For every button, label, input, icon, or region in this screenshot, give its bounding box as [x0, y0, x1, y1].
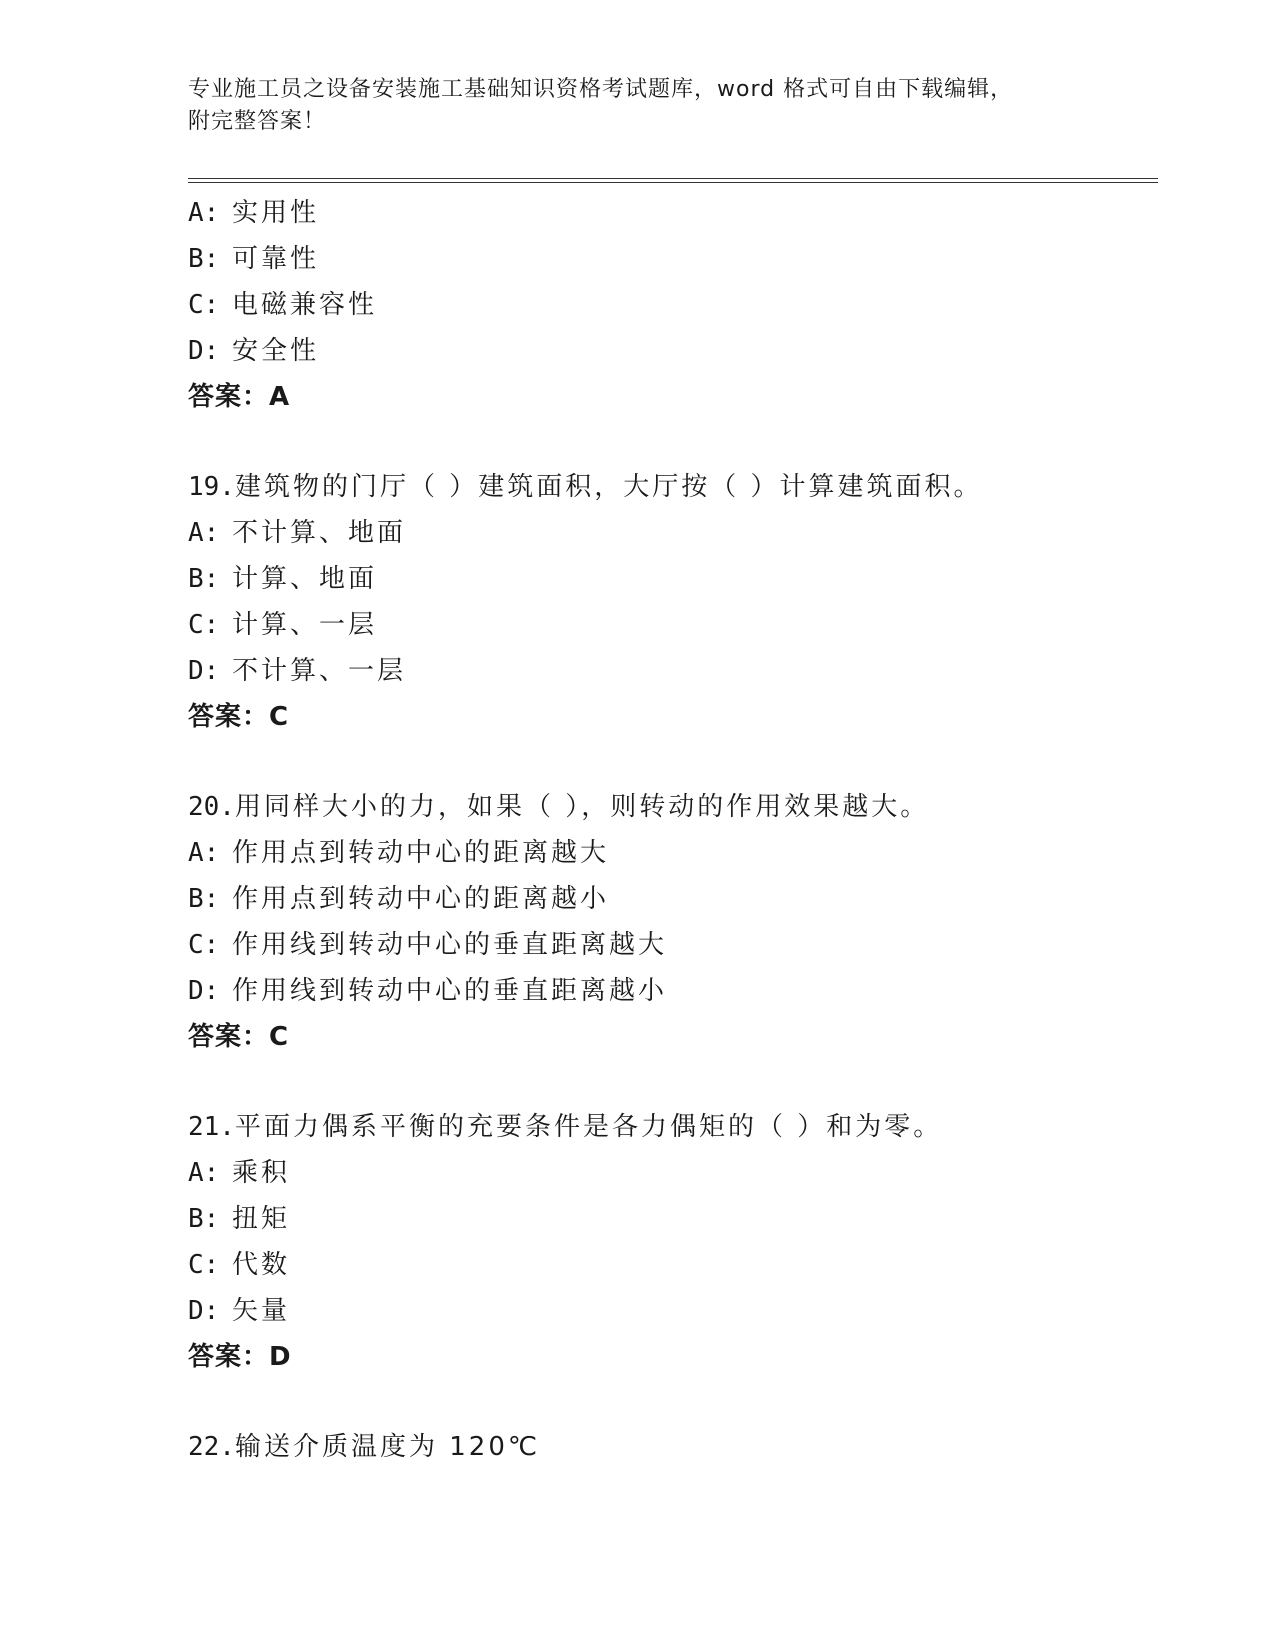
question-18: [188, 190, 1158, 420]
spacer: [188, 1060, 1158, 1104]
question-stem: 20.用同样大小的力，如果（ ），则转动的作用效果越大。: [188, 792, 930, 822]
option-c: C: 计算、一层: [188, 610, 378, 640]
option-b: B: 可靠性: [188, 244, 320, 274]
option-b: B: 扭矩: [188, 1204, 291, 1234]
question-stem: 21.平面力偶系平衡的充要条件是各力偶矩的（ ）和为零。: [188, 1112, 943, 1142]
question-22: [188, 1424, 1158, 1470]
option-b: B: 作用点到转动中心的距离越小: [188, 884, 610, 914]
question-list: [188, 190, 1158, 1470]
question-21: [188, 1104, 1158, 1380]
spacer: [188, 420, 1158, 464]
option-c: C: 代数: [188, 1250, 291, 1280]
option-a: A: 实用性: [188, 198, 320, 228]
question-stem: 19.建筑物的门厅（ ）建筑面积，大厅按（ ）计算建筑面积。: [188, 472, 983, 502]
option-c: C: 作用线到转动中心的垂直距离越大: [188, 930, 668, 960]
spacer: [188, 1380, 1158, 1424]
option-a: A: 乘积: [188, 1158, 291, 1188]
option-a: A: 作用点到转动中心的距离越大: [188, 838, 610, 868]
option-a: A: 不计算、地面: [188, 518, 407, 548]
question-19: [188, 464, 1158, 740]
question-20: [188, 784, 1158, 1060]
question-stem: 22.输送介质温度为 120℃: [188, 1432, 541, 1462]
option-c: C: 电磁兼容性: [188, 290, 378, 320]
answer-line: 答案：C: [188, 702, 290, 732]
answer-line: 答案：D: [188, 1342, 292, 1372]
option-d: D: 安全性: [188, 336, 320, 366]
header-line-1: 专业施工员之设备安装施工基础知识资格考试题库，word 格式可自由下载编辑，: [188, 77, 1014, 102]
spacer: [188, 740, 1158, 784]
answer-line: 答案：C: [188, 1022, 290, 1052]
header-line-2: 附完整答案！: [188, 109, 327, 134]
header-divider-bottom: [188, 182, 1158, 183]
option-d: D: 不计算、一层: [188, 656, 407, 686]
header-divider-top: [188, 178, 1158, 179]
answer-line: 答案：A: [188, 382, 291, 412]
option-b: B: 计算、地面: [188, 564, 378, 594]
option-d: D: 矢量: [188, 1296, 291, 1326]
option-d: D: 作用线到转动中心的垂直距离越小: [188, 976, 668, 1006]
document-header: [188, 74, 1088, 138]
